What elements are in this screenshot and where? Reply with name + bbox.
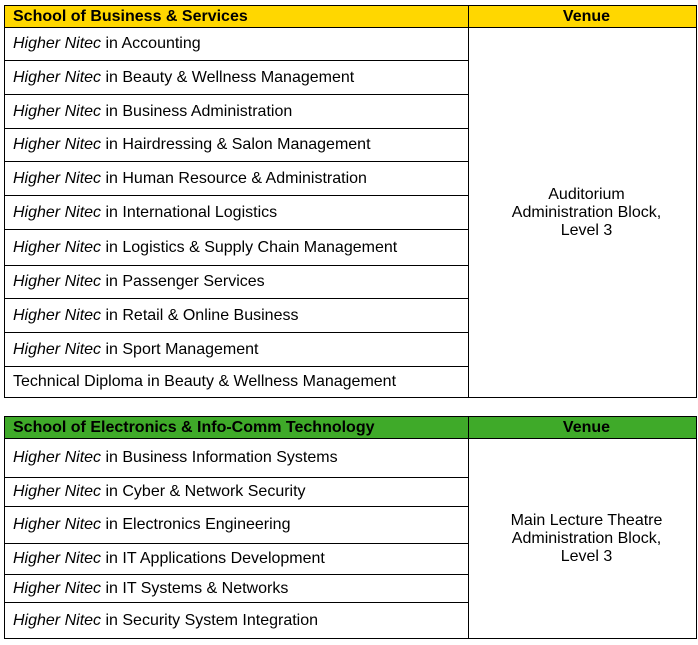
course-cell: Higher Nitec in Human Resource & Administration <box>5 162 469 196</box>
venue-room: Main Lecture Theatre <box>510 511 663 529</box>
course-cell: Higher Nitec in IT Systems & Networks <box>5 575 469 603</box>
electronics-infocomm-table <box>4 416 697 639</box>
course-cell: Higher Nitec in Business Administration <box>5 95 469 129</box>
course-cell: Higher Nitec in Hairdressing & Salon Management <box>5 129 469 162</box>
venue-level: Level 3 <box>560 547 613 565</box>
venue-building: Administration Block, <box>511 203 662 221</box>
course-cell: Technical Diploma in Beauty & Wellness Management <box>5 367 469 398</box>
table-row <box>5 28 697 61</box>
table-row <box>5 439 697 478</box>
course-cell: Higher Nitec in Cyber & Network Security <box>5 478 469 507</box>
course-cell: Higher Nitec in Security System Integration <box>5 603 469 639</box>
course-cell: Higher Nitec in Passenger Services <box>5 266 469 299</box>
course-cell: Higher Nitec in Logistics & Supply Chain Management <box>5 230 469 266</box>
course-cell: Higher Nitec in Retail & Online Business <box>5 299 469 333</box>
venue-room: Auditorium <box>548 185 625 203</box>
course-cell: Higher Nitec in Beauty & Wellness Management <box>5 61 469 95</box>
venue-cell <box>469 28 697 398</box>
venue-header: Venue <box>469 417 697 439</box>
course-cell: Higher Nitec in Electronics Engineering <box>5 507 469 544</box>
course-cell: Higher Nitec in International Logistics <box>5 196 469 230</box>
table-header-row <box>5 6 697 28</box>
venue-building: Administration Block, <box>511 529 662 547</box>
course-cell: Higher Nitec in Sport Management <box>5 333 469 367</box>
venue-header: Venue <box>469 6 697 28</box>
course-cell: Higher Nitec in IT Applications Development <box>5 544 469 575</box>
course-cell: Higher Nitec in Business Information Systems <box>5 439 469 478</box>
course-cell: Higher Nitec in Accounting <box>5 28 469 61</box>
school-title: School of Business & Services <box>5 6 469 28</box>
business-services-table <box>4 5 697 398</box>
venue-cell <box>469 439 697 639</box>
school-title: School of Electronics & Info-Comm Technology <box>5 417 469 439</box>
venue-level: Level 3 <box>560 221 613 239</box>
table-header-row <box>5 417 697 439</box>
